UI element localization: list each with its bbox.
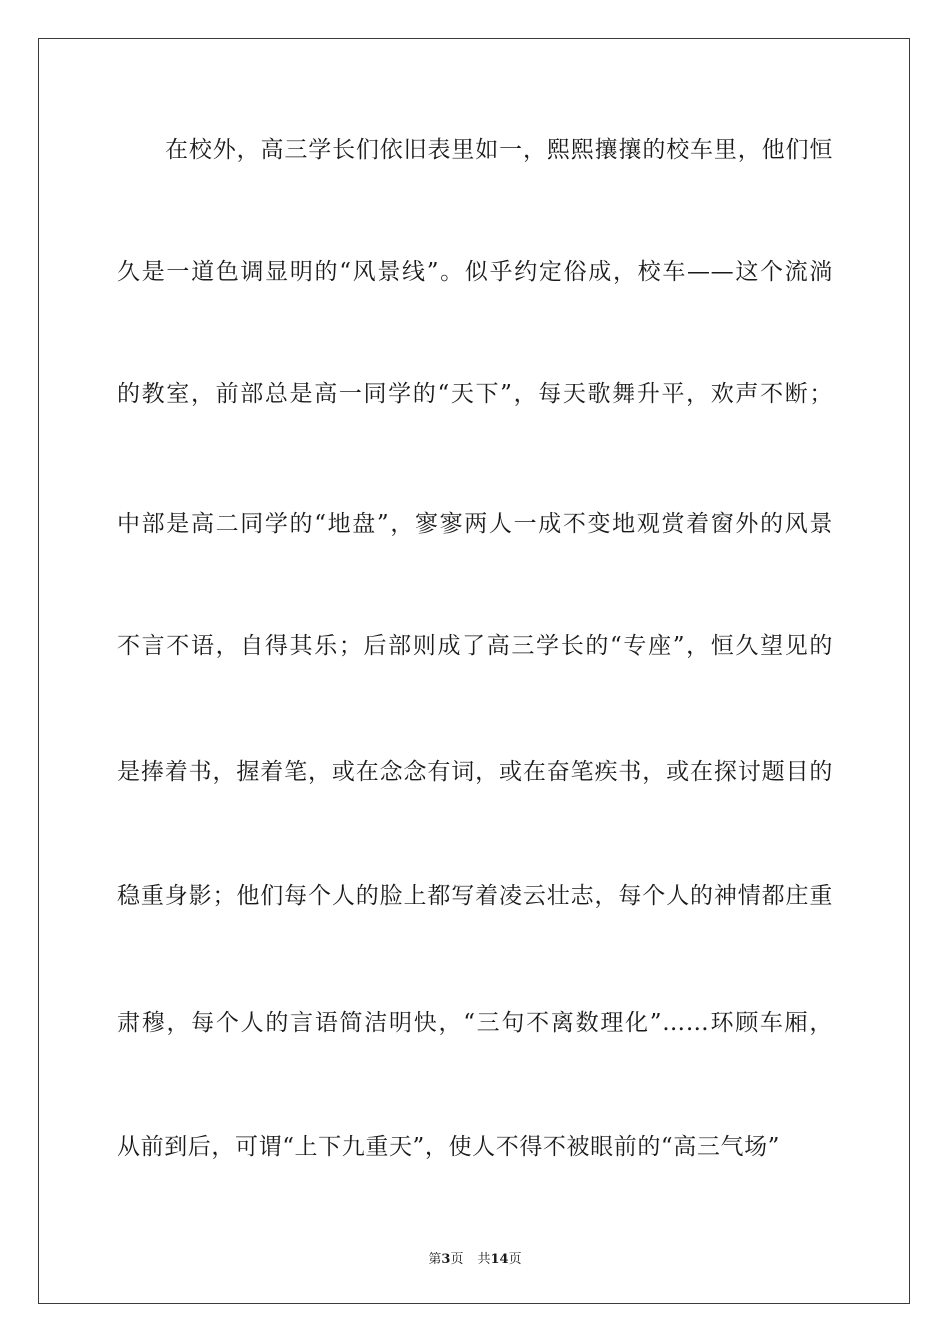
page-label-suffix: 页 [450, 1252, 464, 1267]
page-border [38, 38, 910, 1304]
paragraph-line: 中部是高二同学的“地盘”，寥寥两人一成不变地观赏着窗外的风景 [117, 511, 833, 537]
page-label-prefix: 第 [428, 1252, 442, 1267]
paragraph-line: 久是一道色调显明的“风景线”。似乎约定俗成，校车——这个流淌 [117, 259, 833, 285]
total-label-prefix: 共 [477, 1252, 491, 1267]
paragraph-line: 的教室，前部总是高一同学的“天下”，每天歌舞升平，欢声不断； [117, 381, 833, 407]
paragraph-line: 不言不语，自得其乐；后部则成了高三学长的“专座”，恒久望见的 [117, 633, 833, 659]
paragraph-line: 肃穆，每个人的言语简洁明快，“三句不离数理化”……环顾车厢， [117, 1010, 833, 1036]
paragraph-line: 在校外，高三学长们依旧表里如一，熙熙攘攘的校车里，他们恒 [165, 137, 833, 163]
page-number: 3 [441, 1252, 451, 1267]
total-pages: 14 [490, 1252, 509, 1267]
paragraph-line: 稳重身影；他们每个人的脸上都写着凌云壮志，每个人的神情都庄重 [117, 883, 833, 909]
paragraph-line: 是捧着书，握着笔，或在念念有词，或在奋笔疾书，或在探讨题目的 [117, 759, 833, 785]
page-footer [0, 1248, 950, 1267]
total-label-suffix: 页 [508, 1252, 522, 1267]
paragraph-line: 从前到后，可谓“上下九重天”，使人不得不被眼前的“高三气场” [117, 1134, 781, 1160]
